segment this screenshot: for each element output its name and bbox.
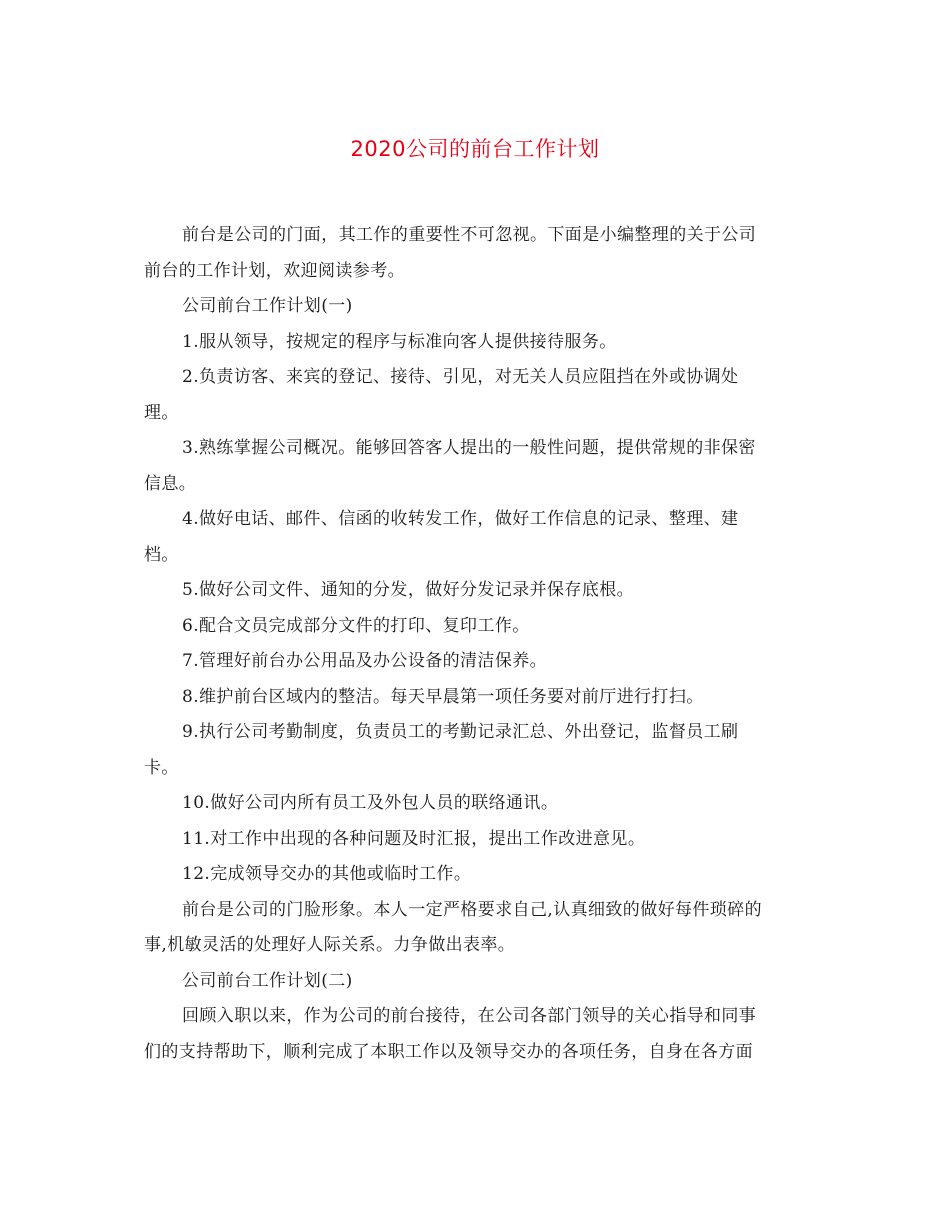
text-line: 3.熟练掌握公司概况。能够回答客人提出的一般性问题，提供常规的非保密 <box>182 438 756 458</box>
text-line: 回顾入职以来，作为公司的前台接待，在公司各部门领导的关心指导和同事 <box>182 1006 757 1026</box>
text-line: 8.维护前台区域内的整洁。每天早晨第一项任务要对前厅进行打扫。 <box>182 686 704 707</box>
document-title: 2020公司的前台工作计划 <box>350 137 600 161</box>
text-line: 9.执行公司考勤制度，负责员工的考勤记录汇总、外出登记，监督员工刷 <box>182 722 739 742</box>
document-body <box>144 218 804 1070</box>
text-line: 1.服从领导，按规定的程序与标准向客人提供接待服务。 <box>182 331 617 352</box>
text-line: 前台是公司的门脸形象。本人一定严格要求自己,认真细致的做好每件琐碎的 <box>182 899 763 920</box>
text-line: 10.做好公司内所有员工及外包人员的联络通讯。 <box>182 793 559 813</box>
text-line: 公司前台工作计划(一) <box>182 296 353 316</box>
text-line: 信息。 <box>144 473 197 494</box>
text-line: 前台是公司的门面，其工作的重要性不可忽视。下面是小编整理的关于公司 <box>182 225 757 245</box>
text-line: 卡。 <box>144 757 179 778</box>
text-line: 档。 <box>144 544 179 565</box>
text-line: 事,机敏灵活的处理好人际关系。力争做出表率。 <box>144 935 516 955</box>
text-line: 理。 <box>144 402 179 423</box>
text-line: 公司前台工作计划(二) <box>182 970 353 991</box>
text-line: 2.负责访客、来宾的登记、接待、引见，对无关人员应阻挡在外或协调处 <box>182 367 739 387</box>
text-line: 12.完成领导交办的其他或临时工作。 <box>182 864 472 884</box>
text-line: 前台的工作计划，欢迎阅读参考。 <box>144 260 405 281</box>
text-line: 4.做好电话、邮件、信函的收转发工作，做好工作信息的记录、整理、建 <box>182 509 739 529</box>
text-line: 5.做好公司文件、通知的分发，做好分发记录并保存底根。 <box>182 580 635 600</box>
text-line: 们的支持帮助下，顺利完成了本职工作以及领导交办的各项任务，自身在各方面 <box>144 1041 753 1062</box>
text-line: 11.对工作中出现的各种问题及时汇报，提出工作改进意见。 <box>182 828 646 849</box>
text-line: 6.配合文员完成部分文件的打印、复印工作。 <box>182 615 530 636</box>
text-line: 7.管理好前台办公用品及办公设备的清洁保养。 <box>182 651 548 671</box>
